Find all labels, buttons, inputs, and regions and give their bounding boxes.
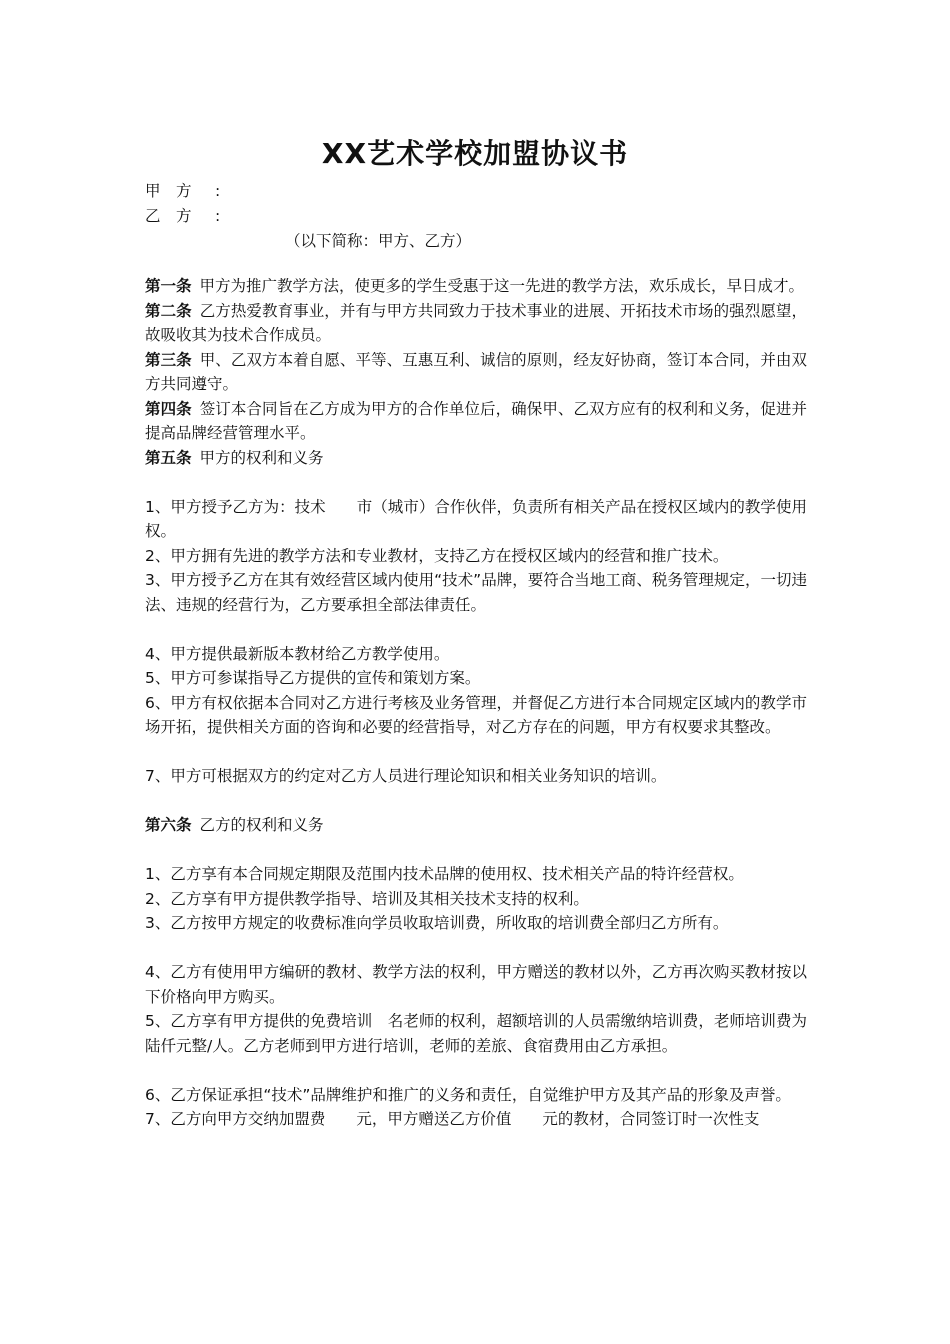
list-item: 1、甲方授予乙方为：技术 市（城市）合作伙伴，负责所有相关产品在授权区域内的教学使用权。 bbox=[145, 497, 807, 540]
article-1 bbox=[145, 274, 807, 299]
article-2-label: 第二条 bbox=[145, 301, 192, 320]
paragraph-gap bbox=[145, 617, 807, 642]
agreement-body bbox=[145, 274, 807, 1132]
article-3 bbox=[145, 348, 807, 397]
list-item: 6、甲方有权依据本合同对乙方进行考核及业务管理，并督促乙方进行本合同规定区域内的教学市场开拓，提供相关方面的咨询和必要的经营指导，对乙方存在的问题，甲方有权要求其整改。 bbox=[145, 693, 807, 736]
list-item: 4、甲方提供最新版本教材给乙方教学使用。 bbox=[145, 644, 450, 663]
abbreviation-note: （以下简称：甲方、乙方） bbox=[285, 232, 472, 250]
article-4-text: 签订本合同旨在乙方成为甲方的合作单位后，确保甲、乙双方应有的权利和义务，促进并提高品牌经营管理水平。 bbox=[145, 399, 807, 442]
article-3-label: 第三条 bbox=[145, 350, 192, 369]
article-6 bbox=[145, 813, 807, 838]
party-b-label: 乙 方 bbox=[145, 207, 192, 225]
paragraph-gap bbox=[145, 470, 807, 495]
list-item: 3、甲方授予乙方在其有效经营区域内使用“技术”品牌，要符合当地工商、税务管理规定，一切违法、违规的经营行为，乙方要承担全部法律责任。 bbox=[145, 571, 807, 614]
party-b-line bbox=[145, 204, 220, 226]
list-item: 3、乙方按甲方规定的收费标准向学员收取培训费，所收取的培训费全部归乙方所有。 bbox=[145, 914, 729, 932]
paragraph-gap bbox=[145, 789, 807, 814]
paragraph-gap bbox=[145, 1058, 807, 1083]
list-item: 2、甲方拥有先进的教学方法和专业教材，支持乙方在授权区域内的经营和推广技术。 bbox=[145, 546, 729, 565]
article-4 bbox=[145, 397, 807, 446]
party-a-line bbox=[145, 179, 220, 201]
list-item: 5、乙方享有甲方提供的免费培训 名老师的权利，超额培训的人员需缴纳培训费，老师培训费为陆仟元整/人。乙方老师到甲方进行培训，老师的差旅、食宿费用由乙方承担。 bbox=[145, 1012, 807, 1055]
paragraph-gap bbox=[145, 936, 807, 961]
list-item: 6、乙方保证承担“技术”品牌维护和推广的义务和责任，自觉维护甲方及其产品的形象及声誉。 bbox=[145, 1085, 791, 1104]
article-1-label: 第一条 bbox=[145, 277, 192, 295]
article-4-label: 第四条 bbox=[145, 399, 192, 418]
article-1-text: 甲方为推广教学方法，使更多的学生受惠于这一先进的教学方法，欢乐成长，早日成才。 bbox=[199, 277, 805, 295]
article-2-text: 乙方热爱教育事业，并有与甲方共同致力于技术事业的进展、开拓技术市场的强烈愿望，故吸收其为技术合作成员。 bbox=[145, 301, 807, 344]
article-6-text: 乙方的权利和义务 bbox=[199, 816, 324, 834]
paragraph-gap bbox=[145, 740, 807, 765]
list-item: 5、甲方可参谋指导乙方提供的宣传和策划方案。 bbox=[145, 669, 481, 687]
document-title: XX艺术学校加盟协议书 bbox=[321, 137, 629, 170]
paragraph-gap bbox=[145, 838, 807, 863]
list-item: 2、乙方享有甲方提供教学指导、培训及其相关技术支持的权利。 bbox=[145, 889, 589, 908]
party-a-label: 甲 方 bbox=[145, 182, 192, 200]
party-b-colon: : bbox=[215, 207, 221, 225]
article-5-text: 甲方的权利和义务 bbox=[199, 448, 324, 467]
list-item: 7、甲方可根据双方的约定对乙方人员进行理论知识和相关业务知识的培训。 bbox=[145, 767, 667, 785]
article-5 bbox=[145, 446, 807, 471]
article-3-text: 甲、乙双方本着自愿、平等、互惠互利、诚信的原则，经友好协商，签订本合同，并由双方共同遵守。 bbox=[145, 350, 807, 393]
article-6-label: 第六条 bbox=[145, 816, 192, 834]
article-2 bbox=[145, 299, 807, 348]
list-item: 7、乙方向甲方交纳加盟费 元，甲方赠送乙方价值 元的教材，合同签订时一次性支 bbox=[145, 1110, 760, 1128]
list-item: 4、乙方有使用甲方编研的教材、教学方法的权利，甲方赠送的教材以外，乙方再次购买教材按以下价格向甲方购买。 bbox=[145, 963, 807, 1006]
list-item: 1、乙方享有本合同规定期限及范围内技术品牌的使用权、技术相关产品的特许经营权。 bbox=[145, 865, 744, 883]
party-a-colon: : bbox=[215, 182, 221, 200]
article-5-label: 第五条 bbox=[145, 448, 192, 467]
